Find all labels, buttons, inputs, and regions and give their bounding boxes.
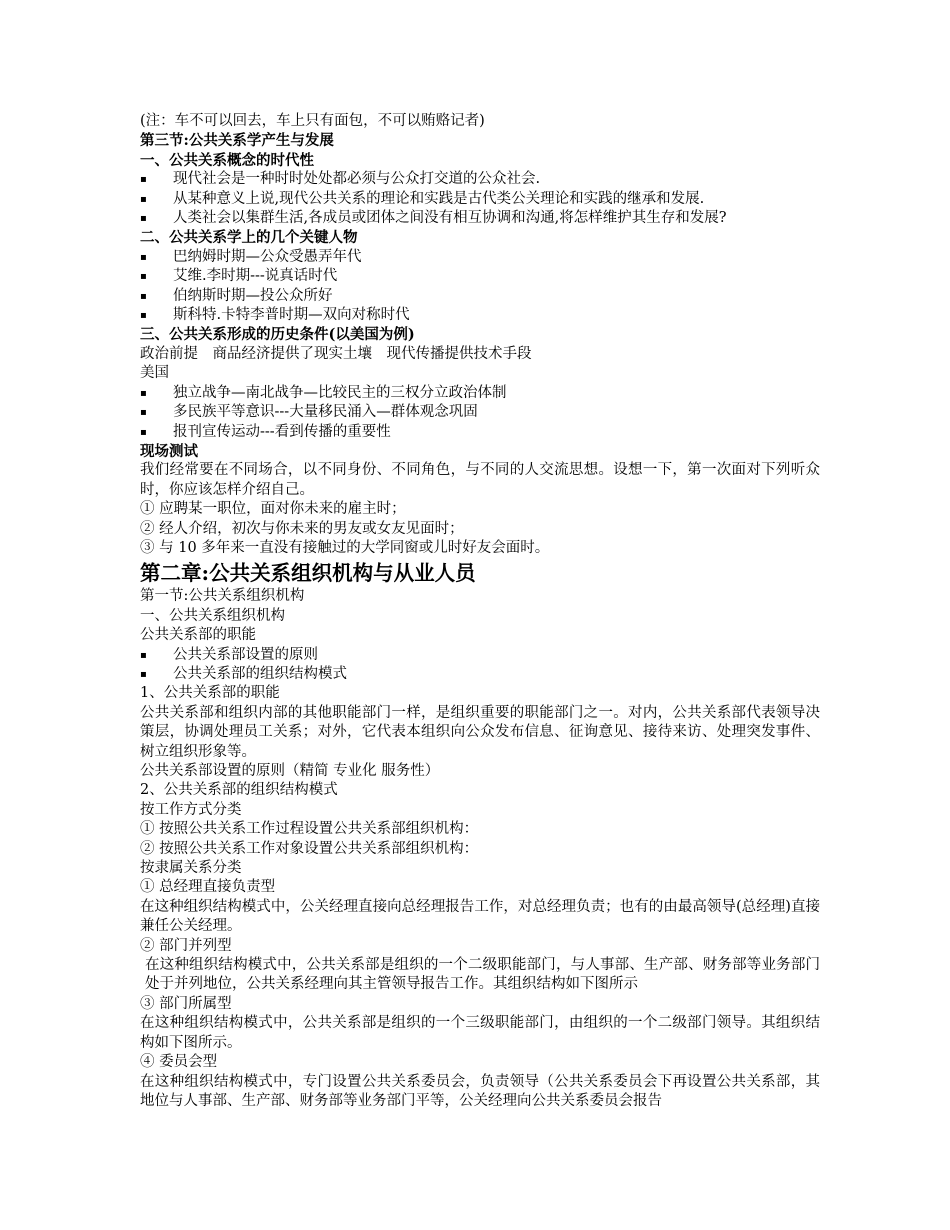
principle-line: 公共关系部设置的原则（精简 专业化 服务性） xyxy=(140,763,440,779)
bullet-icon: ▪ xyxy=(140,193,147,205)
list-item xyxy=(140,170,820,189)
chapter-section-title: 第一节:公共关系组织机构 xyxy=(140,588,305,605)
classification-label: 按工作方式分类 xyxy=(140,801,242,818)
function-label: 公共关系部的职能 xyxy=(140,627,256,644)
test-item: ② 经人介绍，初次与你未来的男友或女友见面时； xyxy=(140,520,464,537)
bullet-icon: ▪ xyxy=(140,426,147,438)
bullet-icon: ▪ xyxy=(140,310,147,322)
list-item-text: 现代社会是一种时时处处都必须与公众打交道的公众社会. xyxy=(173,171,541,188)
chapter-title: 第二章:公共关系组织机构与从业人员 xyxy=(140,561,476,586)
list-item xyxy=(140,209,820,228)
bullet-icon: ▪ xyxy=(140,271,147,283)
bullet-icon: ▪ xyxy=(140,174,147,186)
note-line: (注：车不可以回去，车上只有面包，不可以贿赂记者) xyxy=(140,113,485,129)
model-paragraph: 在这种组织结构模式中，专门设置公共关系委员会，负责领导（公共关系委员会下再设置公共关系部，其地位与人事部、生产部、财务部等业务部门平等，公关经理向公共关系委员会报告 xyxy=(140,1073,820,1109)
classification-label: 按隶属关系分类 xyxy=(140,860,242,877)
list-item-text: 巴纳姆时期—公众受愚弄年代 xyxy=(173,248,362,265)
list-item-text: 多民族平等意识---大量移民涌入—群体观念巩固 xyxy=(173,404,478,421)
heading-2: 二、公共关系学上的几个关键人物 xyxy=(140,229,358,247)
list-item-text: 公共关系部设置的原则 xyxy=(173,646,318,663)
classification-item: ② 按照公共关系工作对象设置公共关系部组织机构： xyxy=(140,840,479,857)
list-item xyxy=(140,267,820,286)
list-item xyxy=(140,665,820,684)
test-paragraph: 我们经常要在不同场合，以不同身份、不同角色，与不同的人交流思想。设想一下，第一次面对下列听众时，你应该怎样介绍自己。 xyxy=(140,462,820,498)
function-paragraph: 公共关系部和组织内部的其他职能部门一样，是组织重要的职能部门之一。对内，公共关系部代表领导决策层，协调处理员工关系；对外，它代表本组织向公众发布信息、征询意见、接待来访、处理突发事件、树立组织形象等。 xyxy=(140,704,820,760)
bullet-icon: ▪ xyxy=(140,649,147,661)
heading-3: 三、公共关系形成的历史条件(以美国为例) xyxy=(140,326,415,344)
list-item xyxy=(140,646,820,665)
model-title: ③ 部门所属型 xyxy=(140,995,232,1012)
bullet-icon: ▪ xyxy=(140,387,147,399)
model-title: ① 总经理直接负责型 xyxy=(140,879,276,896)
list-item xyxy=(140,248,820,267)
list-item-text: 斯科特.卡特李普时期—双向对称时代 xyxy=(173,307,410,324)
list-item-text: 从某种意义上说,现代公共关系的理论和实践是古代类公关理论和实践的继承和发展. xyxy=(173,190,705,207)
list-item-text: 人类社会以集群生活,各成员或团体之间没有相互协调和沟通,将怎样维护其生存和发展? xyxy=(173,210,727,227)
bullet-icon: ▪ xyxy=(140,251,147,263)
model-paragraph: 在这种组织结构模式中，公共关系部是组织的一个二级职能部门，与人事部、生产部、财务部等业务部门处于并列地位，公共关系经理向其主管领导报告工作。其组织结构如下图所示 xyxy=(145,957,820,993)
bullet-icon: ▪ xyxy=(140,668,147,680)
document-page xyxy=(140,112,820,1111)
list-item xyxy=(140,423,820,442)
bullet-icon: ▪ xyxy=(140,407,147,419)
list-item xyxy=(140,403,820,422)
model-title: ④ 委员会型 xyxy=(140,1054,218,1071)
test-item: ① 应聘某一职位，面对你未来的雇主时； xyxy=(140,501,406,518)
list-item-text: 独立战争—南北战争—比较民主的三权分立政治体制 xyxy=(173,384,507,401)
chapter-heading: 一、公共关系组织机构 xyxy=(140,607,285,624)
list-item xyxy=(140,190,820,209)
bullet-icon: ▪ xyxy=(140,290,147,302)
classification-item: ① 按照公共关系工作过程设置公共关系部组织机构： xyxy=(140,821,479,838)
list-item-text: 艾维.李时期---说真话时代 xyxy=(173,268,338,285)
bullet-icon: ▪ xyxy=(140,213,147,225)
numbered-heading: 2、公共关系部的组织结构模式 xyxy=(140,782,338,799)
model-paragraph: 在这种组织结构模式中，公共关系部是组织的一个三级职能部门，由组织的一个二级部门领导。其组织结构如下图所示。 xyxy=(140,1015,820,1051)
section-title: 第三节:公共关系学产生与发展 xyxy=(140,132,334,150)
usa-label: 美国 xyxy=(140,365,169,382)
list-item xyxy=(140,306,820,325)
test-title: 现场测试 xyxy=(140,442,198,460)
model-title: ② 部门并列型 xyxy=(140,937,232,954)
conditions-line: 政治前提 商品经济提供了现实土壤 现代传播提供技术手段 xyxy=(140,345,532,362)
model-paragraph: 在这种组织结构模式中，公关经理直接向总经理报告工作，对总经理负责；也有的由最高领导(总经理)直接兼任公关经理。 xyxy=(140,898,820,935)
heading-1: 一、公共关系概念的时代性 xyxy=(140,151,314,169)
list-item-text: 报刊宣传运动---看到传播的重要性 xyxy=(173,423,391,440)
test-item: ③ 与 10 多年来一直没有接触过的大学同窗或儿时好友会面时。 xyxy=(140,539,550,556)
list-item xyxy=(140,384,820,403)
list-item xyxy=(140,287,820,306)
list-item-text: 伯纳斯时期—投公众所好 xyxy=(173,287,333,304)
list-item-text: 公共关系部的组织结构模式 xyxy=(173,665,347,682)
numbered-heading: 1、公共关系部的职能 xyxy=(140,685,280,702)
